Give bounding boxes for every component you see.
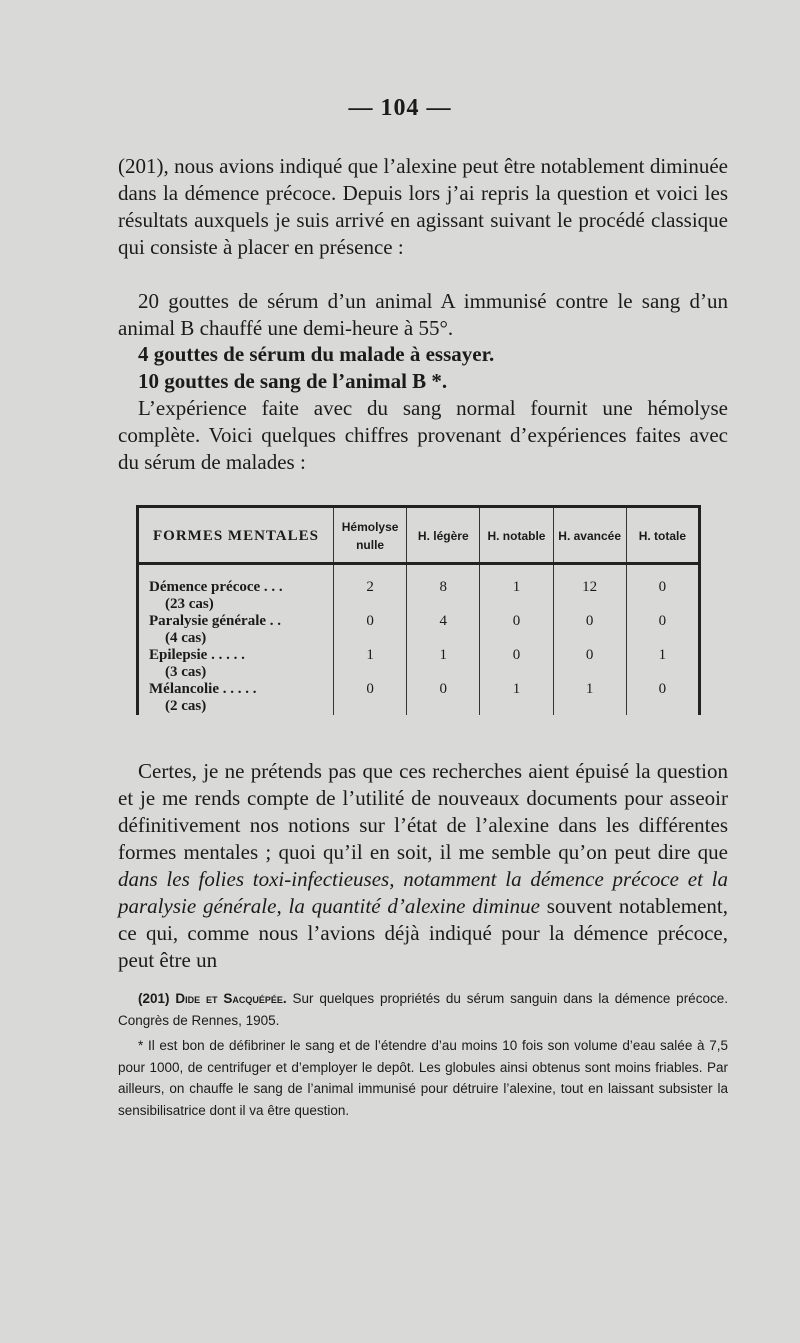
form-cases: (3 cas) [165, 664, 207, 680]
certes-text [118, 758, 728, 974]
cell-value: 1 [407, 647, 480, 681]
protocol-text-3: 10 gouttes de sang de l’animal B *. [138, 369, 448, 393]
row-label [138, 564, 334, 614]
cell-value: 1 [334, 647, 407, 681]
experience-text: L’expérience faite avec du sang normal fournit une hémolyse complète. Voici quelques chiffres provenant d’expériences faites avec du sérum de malades : [118, 396, 728, 474]
experience-paragraph [118, 395, 728, 476]
cell-value: 0 [626, 613, 699, 647]
row-label [138, 647, 334, 681]
form-name: Epilepsie . . . . . [149, 647, 245, 663]
cell-value: 0 [626, 681, 699, 715]
header-hemolyse-nulle: Hémolyse nulle [334, 507, 407, 564]
table-row [138, 564, 700, 614]
footnote-ref-authors: Dide et Sacquépée. [175, 991, 287, 1006]
cell-value: 1 [480, 681, 553, 715]
row-label [138, 613, 334, 647]
cell-value: 8 [407, 564, 480, 614]
form-cases: (23 cas) [165, 596, 214, 612]
cell-value: 0 [407, 681, 480, 715]
certes-text-before: Certes, je ne prétends pas que ces recherches aient épuisé la question et je me rends compte de l’utilité de nouveaux documents pour asseoir définitivement nos notions sur l’état de l’alexine dans les différentes formes mentales ; quoi qu’il en soit, il me semble qu’on peut dire que [118, 759, 728, 864]
protocol-text-1: 20 gouttes de sérum d’un animal A immunisé contre le sang d’un animal B chauffé une demi-heure à 55°. [118, 289, 728, 340]
cell-value: 0 [480, 647, 553, 681]
header-h-avancee: H. avancée [553, 507, 626, 564]
protocol-text-2: 4 gouttes de sérum du malade à essayer. [138, 342, 495, 366]
cell-value: 0 [334, 613, 407, 647]
table-row [138, 681, 700, 715]
cell-value: 1 [626, 647, 699, 681]
intro-text: (201), nous avions indiqué que l’alexine peut être notablement diminuée dans la démence précoce. Depuis lors j’ai repris la question et voici les résultats auxquels je suis arrivé en agissant suivant le procédé classique qui consiste à placer en présence : [118, 154, 728, 259]
cell-value: 0 [553, 613, 626, 647]
results-table-container [136, 505, 706, 725]
cell-value: 1 [480, 564, 553, 614]
footnote-star: * Il est bon de défibriner le sang et de l’étendre d’au moins 10 fois son volume d’eau salée à 7,5 pour 1000, de centrifuger et d’employer le depôt. Les globules ainsi obtenus sont moins friables. Par ailleurs, on chauffe le sang de l’animal immunisé pour détruire l’alexine, tout en laissant subsister la sensibilisatrice dont il va être question. [118, 1038, 728, 1118]
form-cases: (2 cas) [165, 698, 207, 714]
form-name: Paralysie générale . . [149, 613, 282, 629]
form-name: Démence précoce . . . [149, 579, 283, 595]
form-name: Mélancolie . . . . . [149, 681, 257, 697]
table-row [138, 613, 700, 647]
header-h-notable: H. notable [480, 507, 553, 564]
cell-value: 0 [334, 681, 407, 715]
header-h-totale: H. totale [626, 507, 699, 564]
row-label [138, 681, 334, 715]
footnote-reference [118, 988, 728, 1031]
header-formes-mentales: FORMES MENTALES [138, 507, 334, 564]
protocol-line-sang-b [118, 368, 728, 395]
cell-value: 0 [553, 647, 626, 681]
table-row [138, 647, 700, 681]
intro-paragraph [118, 153, 728, 261]
cell-value: 0 [480, 613, 553, 647]
header-h-legere: H. légère [407, 507, 480, 564]
cell-value: 2 [334, 564, 407, 614]
certes-paragraph [118, 758, 728, 974]
page-number: — 104 — [348, 95, 452, 121]
cell-value: 0 [626, 564, 699, 614]
table-header-row [138, 507, 700, 564]
cell-value: 4 [407, 613, 480, 647]
protocol-line-serum-a [118, 288, 728, 342]
hemolysis-results-table [136, 505, 701, 715]
footnote-ref-number: (201) [138, 991, 170, 1006]
protocol-line-serum-malade [118, 341, 728, 368]
footnotes [118, 988, 728, 1125]
certes-text-italic: dans les folies toxi-infectieuses, notamment la démence précoce et la paralysie générale, la quantité d’alexine diminue [118, 867, 728, 918]
cell-value: 1 [553, 681, 626, 715]
form-cases: (4 cas) [165, 630, 207, 646]
certes-text-after: souvent notablement, ce qui, comme nous l’avions déjà indiqué pour la démence précoce, peut être un [118, 894, 728, 972]
footnote-ref-text: Sur quelques propriétés du sérum sanguin dans la démence précoce. Congrès de Rennes, 1905. [118, 991, 728, 1028]
cell-value: 12 [553, 564, 626, 614]
